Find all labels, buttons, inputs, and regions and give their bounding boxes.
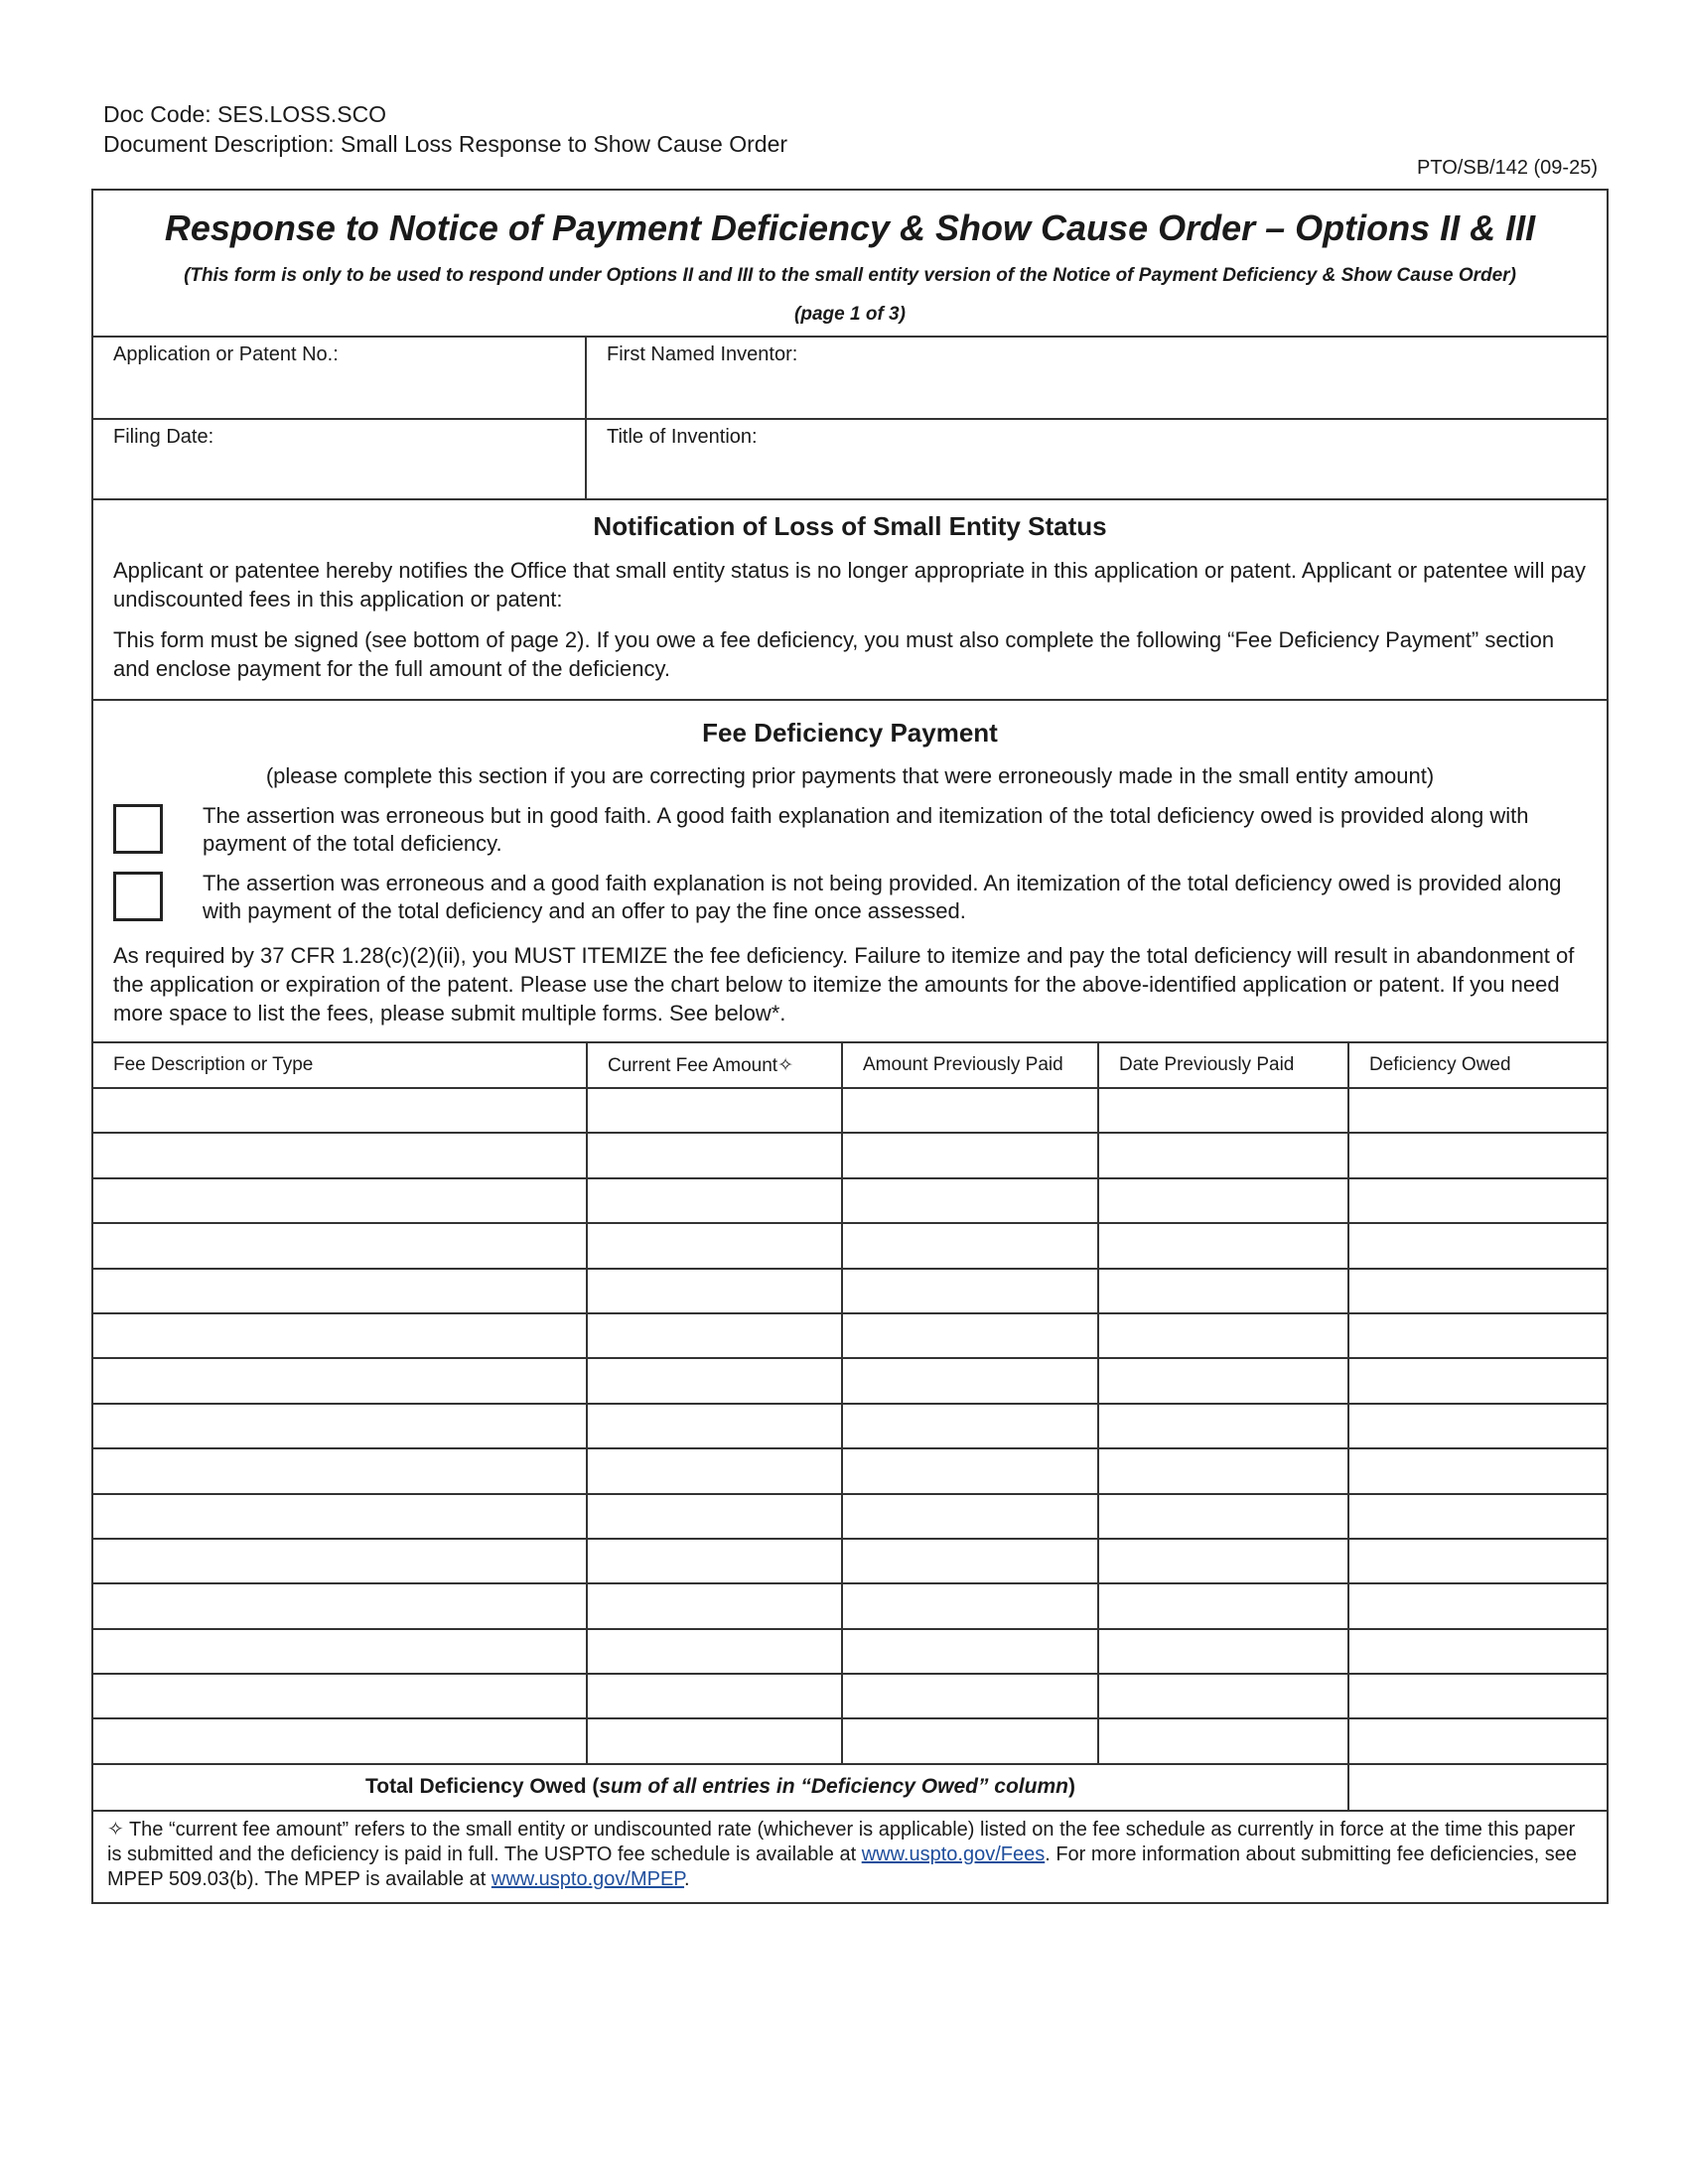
page-indicator: (page 1 of 3): [794, 304, 906, 325]
amount-paid-cell[interactable]: [842, 1448, 1098, 1493]
notification-section: [93, 500, 1607, 701]
doc-header: [103, 99, 787, 159]
total-prefix: Total Deficiency Owed (: [365, 1775, 600, 1799]
total-row: [93, 1764, 1607, 1810]
deficiency-owed-cell[interactable]: [1348, 1088, 1607, 1133]
deficiency-owed-cell[interactable]: [1348, 1539, 1607, 1583]
fee-itemization-table: [93, 1043, 1607, 1810]
form-container: [91, 189, 1609, 1904]
date-paid-cell[interactable]: [1098, 1718, 1348, 1763]
form-title: Response to Notice of Payment Deficiency & Show Cause Order – Options II & III: [164, 207, 1536, 248]
first-inventor-field[interactable]: [587, 338, 1607, 418]
fee-deficiency-heading: Fee Deficiency Payment: [702, 718, 998, 748]
date-paid-cell[interactable]: [1098, 1583, 1348, 1628]
column-header-current-fee: Current Fee Amount✧: [587, 1043, 842, 1088]
fees-link[interactable]: www.uspto.gov/Fees: [861, 1843, 1046, 1865]
deficiency-owed-cell[interactable]: [1348, 1718, 1607, 1763]
deficiency-owed-cell[interactable]: [1348, 1223, 1607, 1268]
form-subtitle: (This form is only to be used to respond under Options II and III to the small entity version of the Notice of Payment Deficiency & Show Cause Order): [184, 265, 1516, 286]
current-fee-cell[interactable]: [587, 1494, 842, 1539]
total-suffix: ): [1067, 1775, 1075, 1799]
date-paid-cell[interactable]: [1098, 1178, 1348, 1223]
date-paid-cell[interactable]: [1098, 1404, 1348, 1448]
filing-date-label: Filing Date:: [113, 426, 214, 448]
no-explanation-checkbox[interactable]: [113, 872, 163, 921]
mpep-link[interactable]: www.uspto.gov/MPEP: [491, 1867, 685, 1890]
fee-description-cell[interactable]: [93, 1718, 587, 1763]
application-info-section: [93, 338, 1607, 500]
table-header-row: [93, 1043, 1607, 1088]
notification-paragraph: Applicant or patentee hereby notifies the Office that small entity status is no longer appropriate in this application or patent. Applicant or patentee will pay undiscounted fees in this application or patent:: [113, 558, 1587, 612]
amount-paid-cell[interactable]: [842, 1494, 1098, 1539]
doc-code: Doc Code: SES.LOSS.SCO: [103, 101, 387, 127]
current-fee-cell[interactable]: [587, 1133, 842, 1177]
table-row: [93, 1718, 1607, 1763]
info-row: [93, 338, 1607, 418]
table-row: [93, 1448, 1607, 1493]
table-row: [93, 1223, 1607, 1268]
amount-paid-cell[interactable]: [842, 1178, 1098, 1223]
amount-paid-cell[interactable]: [842, 1583, 1098, 1628]
title-section: [93, 191, 1607, 338]
table-row: [93, 1178, 1607, 1223]
table-row: [93, 1313, 1607, 1358]
deficiency-owed-cell[interactable]: [1348, 1313, 1607, 1358]
current-fee-cell[interactable]: [587, 1313, 842, 1358]
good-faith-checkbox[interactable]: [113, 804, 163, 854]
amount-paid-cell[interactable]: [842, 1539, 1098, 1583]
deficiency-owed-cell[interactable]: [1348, 1583, 1607, 1628]
deficiency-owed-cell[interactable]: [1348, 1404, 1607, 1448]
total-deficiency-label: [93, 1764, 1348, 1810]
current-fee-cell[interactable]: [587, 1269, 842, 1313]
deficiency-owed-cell[interactable]: [1348, 1269, 1607, 1313]
invention-title-label: Title of Invention:: [607, 426, 758, 448]
option-no-explanation: [113, 870, 1587, 925]
first-inventor-label: First Named Inventor:: [607, 343, 798, 365]
fee-description-cell[interactable]: [93, 1629, 587, 1674]
current-fee-cell[interactable]: [587, 1404, 842, 1448]
table-row: [93, 1494, 1607, 1539]
fee-description-cell[interactable]: [93, 1178, 587, 1223]
column-header-date-paid: Date Previously Paid: [1098, 1043, 1348, 1088]
notification-heading: Notification of Loss of Small Entity Status: [593, 511, 1107, 541]
table-row: [93, 1539, 1607, 1583]
amount-paid-cell[interactable]: [842, 1629, 1098, 1674]
good-faith-option-text: The assertion was erroneous but in good faith. A good faith explanation and itemization of the total deficiency owed is provided along with payment of the total deficiency.: [203, 803, 1529, 856]
column-header-amount-paid: Amount Previously Paid: [842, 1043, 1098, 1088]
table-row: [93, 1629, 1607, 1674]
total-italic: sum of all entries in “Deficiency Owed” column: [599, 1775, 1068, 1799]
signature-instruction-paragraph: This form must be signed (see bottom of page 2). If you owe a fee deficiency, you must also complete the following “Fee Deficiency Payment” section and enclose payment for the full amount of the deficiency.: [113, 627, 1555, 681]
date-paid-cell[interactable]: [1098, 1539, 1348, 1583]
no-explanation-option-text: The assertion was erroneous and a good faith explanation is not being provided. An itemization of the total deficiency owed is provided along with payment of the total deficiency and an offer to pay the fine once assessed.: [203, 871, 1562, 923]
amount-paid-cell[interactable]: [842, 1088, 1098, 1133]
date-paid-cell[interactable]: [1098, 1133, 1348, 1177]
column-header-deficiency-owed: Deficiency Owed: [1348, 1043, 1607, 1088]
fee-description-cell[interactable]: [93, 1494, 587, 1539]
table-row: [93, 1358, 1607, 1403]
fee-description-cell[interactable]: [93, 1404, 587, 1448]
current-fee-cell[interactable]: [587, 1358, 842, 1403]
fee-description-cell[interactable]: [93, 1539, 587, 1583]
footnote-section: [93, 1812, 1607, 1902]
date-paid-cell[interactable]: [1098, 1448, 1348, 1493]
fee-rows: [93, 1088, 1607, 1764]
table-row: [93, 1674, 1607, 1718]
fee-table-section: [93, 1043, 1607, 1812]
amount-paid-cell[interactable]: [842, 1223, 1098, 1268]
footnote-text-3: .: [684, 1867, 690, 1890]
current-fee-cell[interactable]: [587, 1223, 842, 1268]
date-paid-cell[interactable]: [1098, 1269, 1348, 1313]
column-header-fee-description: Fee Description or Type: [93, 1043, 587, 1088]
amount-paid-cell[interactable]: [842, 1674, 1098, 1718]
fee-description-cell[interactable]: [93, 1358, 587, 1403]
fee-deficiency-instruction: (please complete this section if you are correcting prior payments that were erroneously made in the small entity amount): [265, 763, 1435, 788]
table-row: [93, 1088, 1607, 1133]
filing-date-field[interactable]: [93, 420, 587, 498]
deficiency-owed-cell[interactable]: [1348, 1133, 1607, 1177]
fee-description-cell[interactable]: [93, 1674, 587, 1718]
current-fee-cell[interactable]: [587, 1448, 842, 1493]
amount-paid-cell[interactable]: [842, 1313, 1098, 1358]
amount-paid-cell[interactable]: [842, 1133, 1098, 1177]
deficiency-owed-cell[interactable]: [1348, 1448, 1607, 1493]
fee-description-cell[interactable]: [93, 1088, 587, 1133]
deficiency-owed-cell[interactable]: [1348, 1494, 1607, 1539]
date-paid-cell[interactable]: [1098, 1494, 1348, 1539]
table-row: [93, 1583, 1607, 1628]
fee-description-cell[interactable]: [93, 1269, 587, 1313]
current-fee-cell[interactable]: [587, 1539, 842, 1583]
date-paid-cell[interactable]: [1098, 1629, 1348, 1674]
date-paid-cell[interactable]: [1098, 1358, 1348, 1403]
amount-paid-cell[interactable]: [842, 1718, 1098, 1763]
fee-description-cell[interactable]: [93, 1583, 587, 1628]
form-number: PTO/SB/142 (09-25): [1417, 157, 1598, 179]
deficiency-owed-cell[interactable]: [1348, 1629, 1607, 1674]
deficiency-owed-cell[interactable]: [1348, 1358, 1607, 1403]
date-paid-cell[interactable]: [1098, 1223, 1348, 1268]
info-row: [93, 418, 1607, 498]
current-fee-cell[interactable]: [587, 1088, 842, 1133]
table-row: [93, 1404, 1607, 1448]
current-fee-cell[interactable]: [587, 1674, 842, 1718]
footnote-text-2: . For more information about submitting fee deficiencies, see MPEP 509.03(b). The MPEP is available at: [107, 1843, 1578, 1890]
itemization-requirement: As required by 37 CFR 1.28(c)(2)(ii), you MUST ITEMIZE the fee deficiency. Failure to itemize and pay the total deficiency will result in abandonment of the application or expiration of the patent. Please use the chart below to itemize the amounts for the above-identified application or patent. If you need more space to list the fees, please submit multiple forms. See below*.: [113, 943, 1575, 1025]
invention-title-field[interactable]: [587, 420, 1607, 498]
current-fee-cell[interactable]: [587, 1583, 842, 1628]
amount-paid-cell[interactable]: [842, 1269, 1098, 1313]
fee-deficiency-section: [93, 701, 1607, 1043]
current-fee-cell[interactable]: [587, 1629, 842, 1674]
doc-description: Document Description: Small Loss Response to Show Cause Order: [103, 131, 788, 157]
date-paid-cell[interactable]: [1098, 1313, 1348, 1358]
application-number-field[interactable]: [93, 338, 587, 418]
amount-paid-cell[interactable]: [842, 1358, 1098, 1403]
footnote-text-1: ✧ The “current fee amount” refers to the small entity or undiscounted rate (whichever is applicable) listed on the fee schedule as currently in force at the time this paper is submitted and the deficiency is paid in full. The USPTO fee schedule is available at: [107, 1818, 1576, 1865]
total-deficiency-cell[interactable]: [1348, 1764, 1607, 1810]
date-paid-cell[interactable]: [1098, 1088, 1348, 1133]
date-paid-cell[interactable]: [1098, 1674, 1348, 1718]
amount-paid-cell[interactable]: [842, 1404, 1098, 1448]
fee-description-cell[interactable]: [93, 1448, 587, 1493]
application-number-label: Application or Patent No.:: [113, 343, 339, 365]
deficiency-owed-cell[interactable]: [1348, 1674, 1607, 1718]
fee-description-cell[interactable]: [93, 1223, 587, 1268]
deficiency-owed-cell[interactable]: [1348, 1178, 1607, 1223]
fee-description-cell[interactable]: [93, 1133, 587, 1177]
current-fee-cell[interactable]: [587, 1718, 842, 1763]
current-fee-cell[interactable]: [587, 1178, 842, 1223]
fee-description-cell[interactable]: [93, 1313, 587, 1358]
table-row: [93, 1269, 1607, 1313]
option-good-faith: [113, 802, 1587, 858]
table-row: [93, 1133, 1607, 1177]
